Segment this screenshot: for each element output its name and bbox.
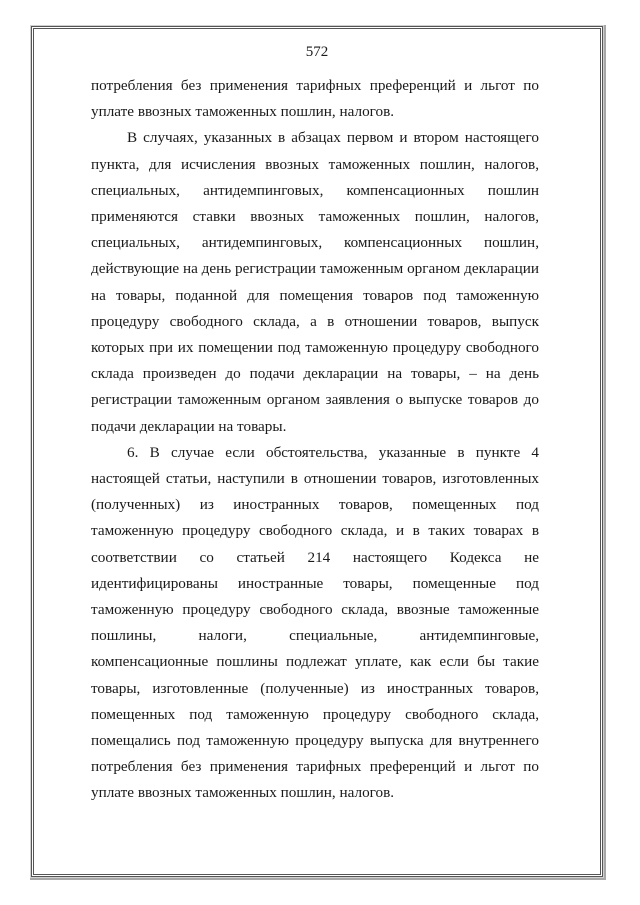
paragraph-continuation: потребления без применения тарифных преференций и льгот по уплате ввозных таможенных пошлин, налогов. [91, 77, 539, 121]
paragraph-rates: В случаях, указанных в абзацах первом и втором настоящего пункта, для исчисления ввозных таможенных пошлин, налогов, специальных, антидемпинговых, компенсационных пошлин применяются ставки ввозных таможенных пошлин, налогов, специальных, антидемпинговых, компенсационных пошлин, действующие на день регистрации таможенным органом декларации на товары, поданной для помещения товаров под таможенную процедуру свободного склада, а в отношении товаров, выпуск которых при их помещении под таможенную процедуру свободного склада произведен до подачи декларации на товары, – на день регистрации таможенным органом заявления о выпуске товаров до подачи декларации на товары. [91, 129, 539, 435]
document-page [31, 26, 603, 877]
page-number: 572 [305, 44, 329, 60]
document-body [91, 73, 539, 807]
paragraph-item-6: 6. В случае если обстоятельства, указанные в пункте 4 настоящей статьи, наступили в отношении товаров, изготовленных (полученных) из иностранных товаров, помещенных под таможенную процедуру свободного склада, и в таких товарах в соответствии со статьей 214 настоящего Кодекса не идентифицированы иностранные товары, помещенные под таможенную процедуру свободного склада, ввозные таможенные пошлины, налоги, специальные, антидемпинговые, компенсационные пошлины подлежат уплате, как если бы такие товары, изготовленные (полученные) из иностранных товаров, помещенных под таможенную процедуру свободного склада, помещались под таможенную процедуру выпуска для внутреннего потребления без применения тарифных преференций и льгот по уплате ввозных таможенных пошлин, налогов. [91, 443, 539, 802]
